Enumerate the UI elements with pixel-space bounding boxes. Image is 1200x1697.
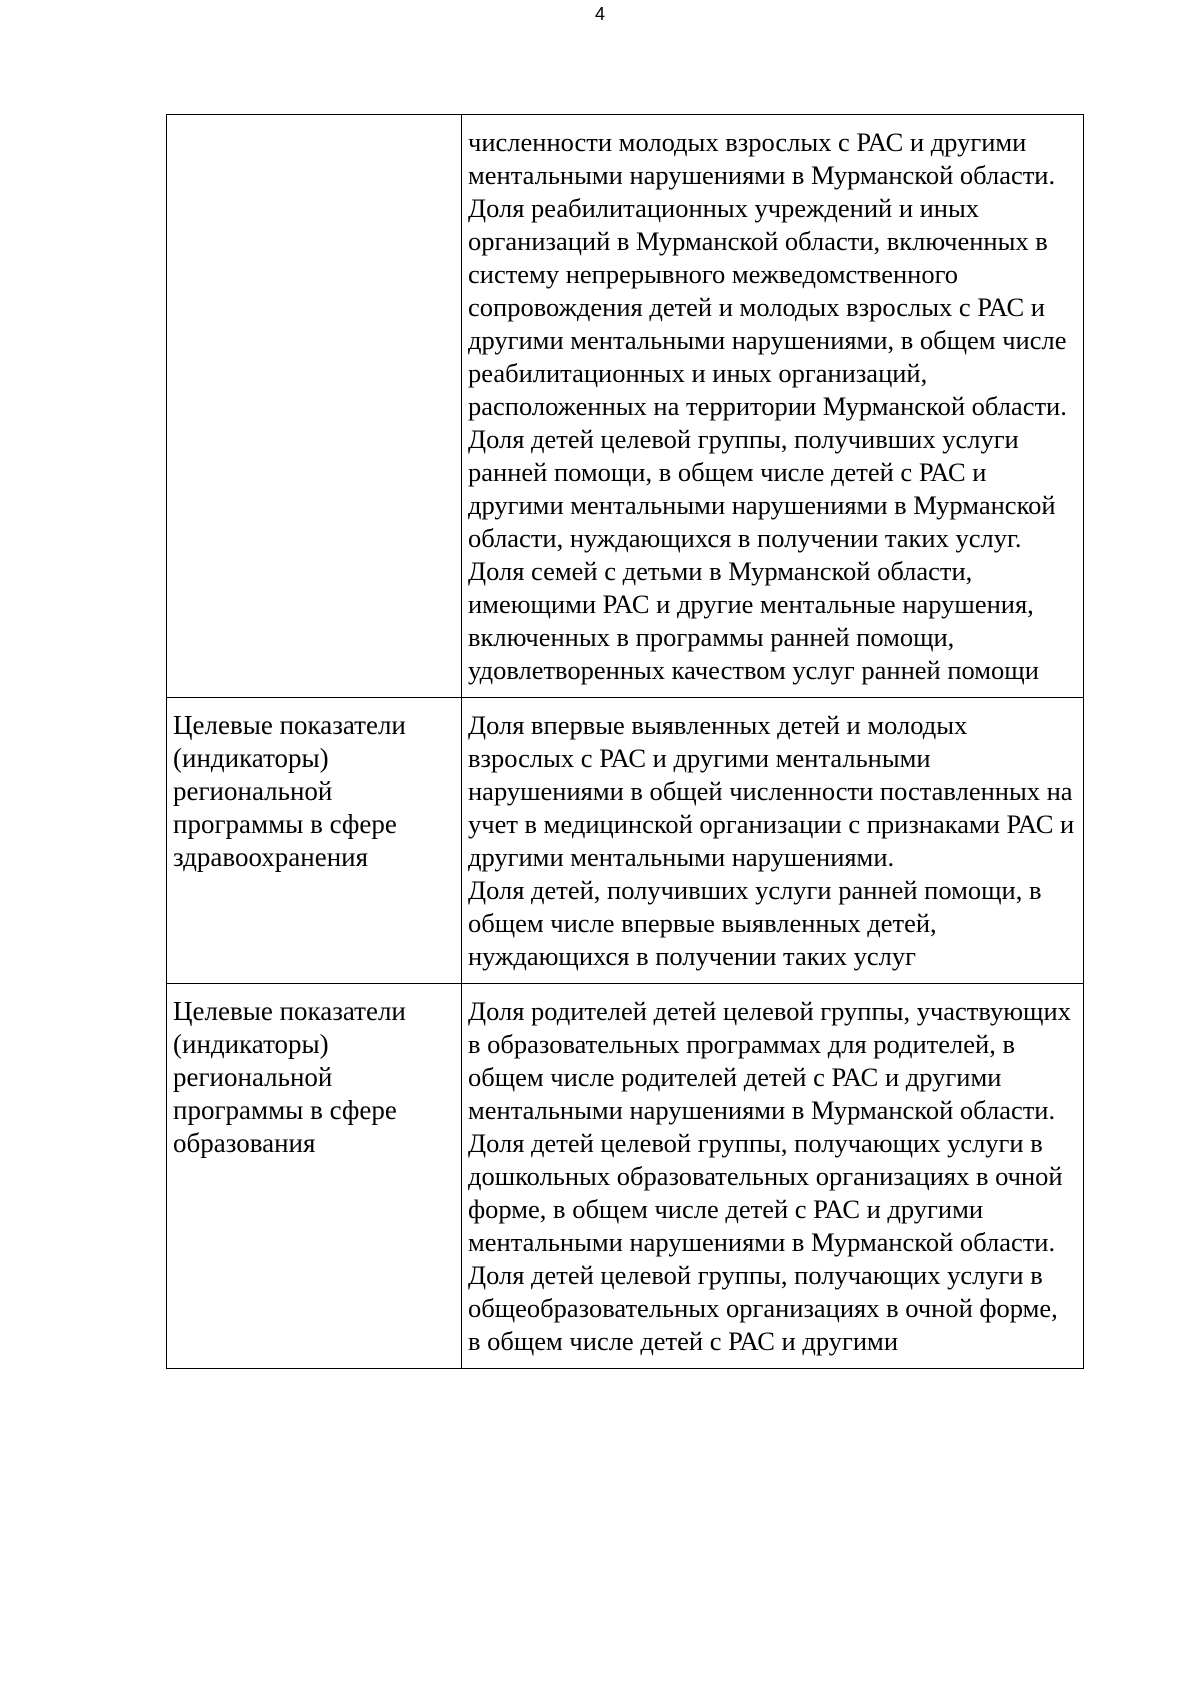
table-row [167,984,1084,1369]
page-number: 4 [594,4,605,24]
row-label-cell [167,115,462,698]
row-content-cell: численности молодых взрослых с РАС и другими ментальными нарушениями в Мурманской области. Доля реабилитационных учреждений и иных организаций в Мурманской области, включенных в систему непрерывного межведомственного сопровождения детей и молодых взрослых с РАС и другими ментальными нарушениями, в общем числе реабилитационных и иных организаций, расположенных на территории Мурманской области. Доля детей целевой группы, получивших услуги ранней помощи, в общем числе детей с РАС и другими ментальными нарушениями в Мурманской области, нуждающихся в получении таких услуг. Доля семей с детьми в Мурманской области, имеющими РАС и другие ментальные нарушения, включенных в программы ранней помощи, удовлетворенных качеством услуг ранней помощи [462,115,1084,698]
row-content-cell: Доля впервые выявленных детей и молодых взрослых с РАС и другими ментальными нарушениями в общей численности поставленных на учет в медицинской организации с признаками РАС и другими ментальными нарушениями. Доля детей, получивших услуги ранней помощи, в общем числе впервые выявленных детей, нуждающихся в получении таких услуг [462,698,1084,984]
table-row [167,115,1084,698]
row-label-cell: Целевые показатели (индикаторы) региональной программы в сфере здравоохранения [167,698,462,984]
row-label-cell: Целевые показатели (индикаторы) региональной программы в сфере образования [167,984,462,1369]
row-content-cell: Доля родителей детей целевой группы, участвующих в образовательных программах для родителей, в общем числе родителей детей с РАС и другими ментальными нарушениями в Мурманской области. Доля детей целевой группы, получающих услуги в дошкольных образовательных организациях в очной форме, в общем числе детей с РАС и другими ментальными нарушениями в Мурманской области. Доля детей целевой группы, получающих услуги в общеобразовательных организациях в очной форме, в общем числе детей с РАС и другими [462,984,1084,1369]
program-indicators-table [166,114,1084,1369]
table-row [167,698,1084,984]
